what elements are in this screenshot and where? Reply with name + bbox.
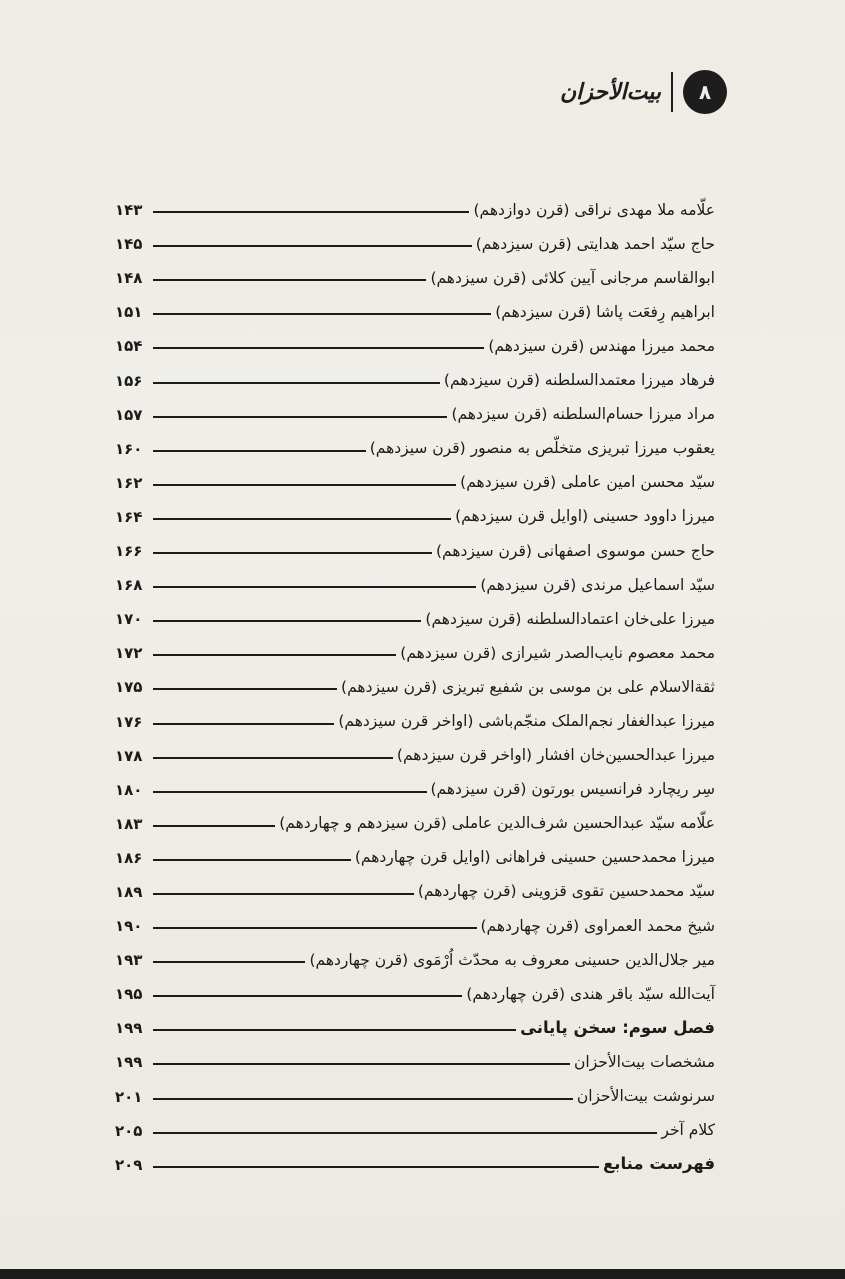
toc-leader-line [153,586,476,588]
toc-entry-page: ۱۷۶ [115,712,143,731]
toc-entry [115,836,715,870]
toc-entry [115,1109,715,1143]
toc-entry-title: میرزا محمدحسین حسینی فراهانی (اوایل قرن چهاردهم) [354,848,715,867]
toc-entry [115,802,715,836]
toc-entry-page: ۱۸۹ [115,882,143,901]
toc-entry-title: شیخ محمد العمراوی (قرن چهاردهم) [480,916,715,935]
toc-entry-page: ۱۵۱ [115,303,143,322]
toc-entry [115,768,715,802]
page-number-badge [683,70,727,114]
toc-entry-title: میرزا داوود حسینی (اوایل قرن سیزدهم) [455,507,715,526]
toc-entry [115,665,715,699]
toc-entry-page: ۱۴۸ [115,269,143,288]
page-header [560,70,727,114]
toc-entry-title: علّامه سیّد عبدالحسین شرف‌الدین عاملی (قرن سیزدهم و چهاردهم) [279,814,715,833]
toc-leader-line [153,347,484,349]
toc-leader-line [153,1132,657,1134]
toc-entry-title: ابوالقاسم مرجانی آیین کلائی (قرن سیزدهم) [430,268,715,287]
toc-entry [115,972,715,1006]
toc-entry-page: ۱۴۳ [115,201,143,220]
toc-entry-title: میر جلال‌الدین حسینی معروف به محدّث اُرْمَوی (قرن چهاردهم) [309,950,715,969]
toc-leader-line [153,961,305,963]
toc-entry [115,393,715,427]
toc-entry-page: ۱۷۸ [115,746,143,765]
toc-leader-line [153,382,440,384]
toc-leader-line [153,245,472,247]
toc-leader-line [153,518,451,520]
toc-entry-page: ۱۷۲ [115,644,143,663]
toc-leader-line [153,211,469,213]
toc-entry [115,222,715,256]
toc-entry-page: ۱۹۵ [115,985,143,1004]
toc-entry-page: ۱۵۷ [115,405,143,424]
toc-entry [115,938,715,972]
toc-leader-line [153,927,477,929]
toc-entry-title: فصل سوم: سخن پایانی [520,1017,715,1037]
toc-leader-line [153,859,351,861]
toc-entry-page: ۱۸۶ [115,848,143,867]
toc-leader-line [153,552,432,554]
toc-entry-title: فهرست منابع [602,1154,715,1174]
page-number: ۸ [698,80,712,104]
toc-leader-line [153,1029,516,1031]
toc-leader-line [153,757,393,759]
toc-entry-page: ۱۶۶ [115,542,143,561]
toc-entry-title: محمد معصوم نایب‌الصدر شیرازی (قرن سیزدهم) [400,643,715,662]
toc-leader-line [153,416,447,418]
toc-entry [115,290,715,324]
toc-leader-line [153,279,426,281]
toc-entry-title: آیت‌الله سیّد باقر هندی (قرن چهاردهم) [466,984,715,1003]
toc-entry [115,1143,715,1177]
toc-entry-title: سیّد محسن امین عاملی (قرن سیزدهم) [460,473,715,492]
toc-entry-title: میرزا علی‌خان اعتمادالسلطنه (قرن سیزدهم) [425,609,715,628]
toc-entry-page: ۱۷۰ [115,610,143,629]
toc-entry [115,495,715,529]
toc-entry-page: ۲۰۹ [115,1155,143,1174]
toc-leader-line [153,825,275,827]
toc-entry-page: ۱۵۴ [115,337,143,356]
toc-entry [115,563,715,597]
toc-leader-line [153,654,396,656]
toc-entry-page: ۱۶۸ [115,576,143,595]
toc-entry-title: ابراهیم رِفعَت پاشا (قرن سیزدهم) [495,302,715,321]
toc-entry [115,324,715,358]
toc-entry-title: سیّد اسماعیل مرندی (قرن سیزدهم) [480,575,715,594]
toc-entry [115,734,715,768]
toc-entry [115,461,715,495]
page-bottom-edge [0,1269,845,1279]
toc-entry [115,597,715,631]
toc-leader-line [153,791,427,793]
toc-leader-line [153,688,337,690]
toc-leader-line [153,893,414,895]
toc-entry-page: ۱۹۳ [115,951,143,970]
toc-entry-page: ۲۰۱ [115,1087,143,1106]
toc-entry [115,1040,715,1074]
toc-entry [115,529,715,563]
toc-entry-title: حاج سیّد احمد هدایتی (قرن سیزدهم) [475,234,715,253]
toc-leader-line [153,313,491,315]
toc-entry-title: مشخصات بیت‌الأحزان [574,1052,715,1071]
toc-entry [115,631,715,665]
toc-entry [115,904,715,938]
toc-entry [115,1006,715,1040]
table-of-contents [115,188,715,1177]
toc-leader-line [153,995,462,997]
toc-entry-page: ۱۵۶ [115,371,143,390]
toc-entry [115,870,715,904]
toc-leader-line [153,620,421,622]
toc-entry-page: ۱۹۹ [115,1019,143,1038]
toc-entry-page: ۱۶۴ [115,507,143,526]
toc-entry-page: ۱۸۳ [115,814,143,833]
toc-entry [115,427,715,461]
toc-entry-title: کلام آخر [661,1121,715,1140]
toc-entry-page: ۱۸۰ [115,780,143,799]
toc-entry-page: ۱۴۵ [115,235,143,254]
toc-entry-title: میرزا عبدالغفار نجم‌الملک منجّم‌باشی (اواخر قرن سیزدهم) [338,712,715,730]
toc-leader-line [153,1166,599,1168]
toc-entry-title: حاج حسن موسوی اصفهانی (قرن سیزدهم) [435,541,715,560]
toc-leader-line [153,723,334,725]
toc-entry-title: یعقوب میرزا تبریزی متخلّص به منصور (قرن سیزدهم) [369,439,715,458]
toc-entry [115,188,715,222]
toc-entry-page: ۱۹۰ [115,917,143,936]
toc-leader-line [153,1098,573,1100]
toc-entry [115,256,715,290]
toc-leader-line [153,450,366,452]
toc-entry-page: ۱۷۵ [115,678,143,697]
toc-leader-line [153,1063,570,1065]
toc-entry-title: سرنوشت بیت‌الأحزان [576,1087,715,1106]
toc-entry-title: فرهاد میرزا معتمدالسلطنه (قرن سیزدهم) [443,371,715,390]
toc-entry-title: سیّد محمدحسین تقوی قزوینی (قرن چهاردهم) [417,882,715,901]
header-divider [671,72,673,112]
toc-entry-page: ۲۰۵ [115,1121,143,1140]
toc-entry-page: ۱۶۰ [115,439,143,458]
toc-entry-title: ثقة‌الاسلام علی بن موسی بن شفیع تبریزی (قرن سیزدهم) [341,677,715,696]
toc-entry-title: مراد میرزا حسام‌السلطنه (قرن سیزدهم) [451,405,715,424]
toc-entry [115,358,715,392]
toc-entry-title: محمد میرزا مهندس (قرن سیزدهم) [488,336,715,355]
book-title: بیت‌الأحزان [559,79,661,105]
toc-entry-page: ۱۶۲ [115,473,143,492]
toc-entry [115,1074,715,1108]
toc-entry-title: علّامه ملا مهدی نراقی (قرن دوازدهم) [473,200,715,219]
toc-entry-title: میرزا عبدالحسین‌خان افشار (اواخر قرن سیزدهم) [396,746,715,765]
toc-entry-page: ۱۹۹ [115,1053,143,1072]
toc-leader-line [153,484,456,486]
toc-entry-title: سِر ریچارد فرانسیس بورتون (قرن سیزدهم) [430,780,715,799]
toc-entry [115,699,715,733]
